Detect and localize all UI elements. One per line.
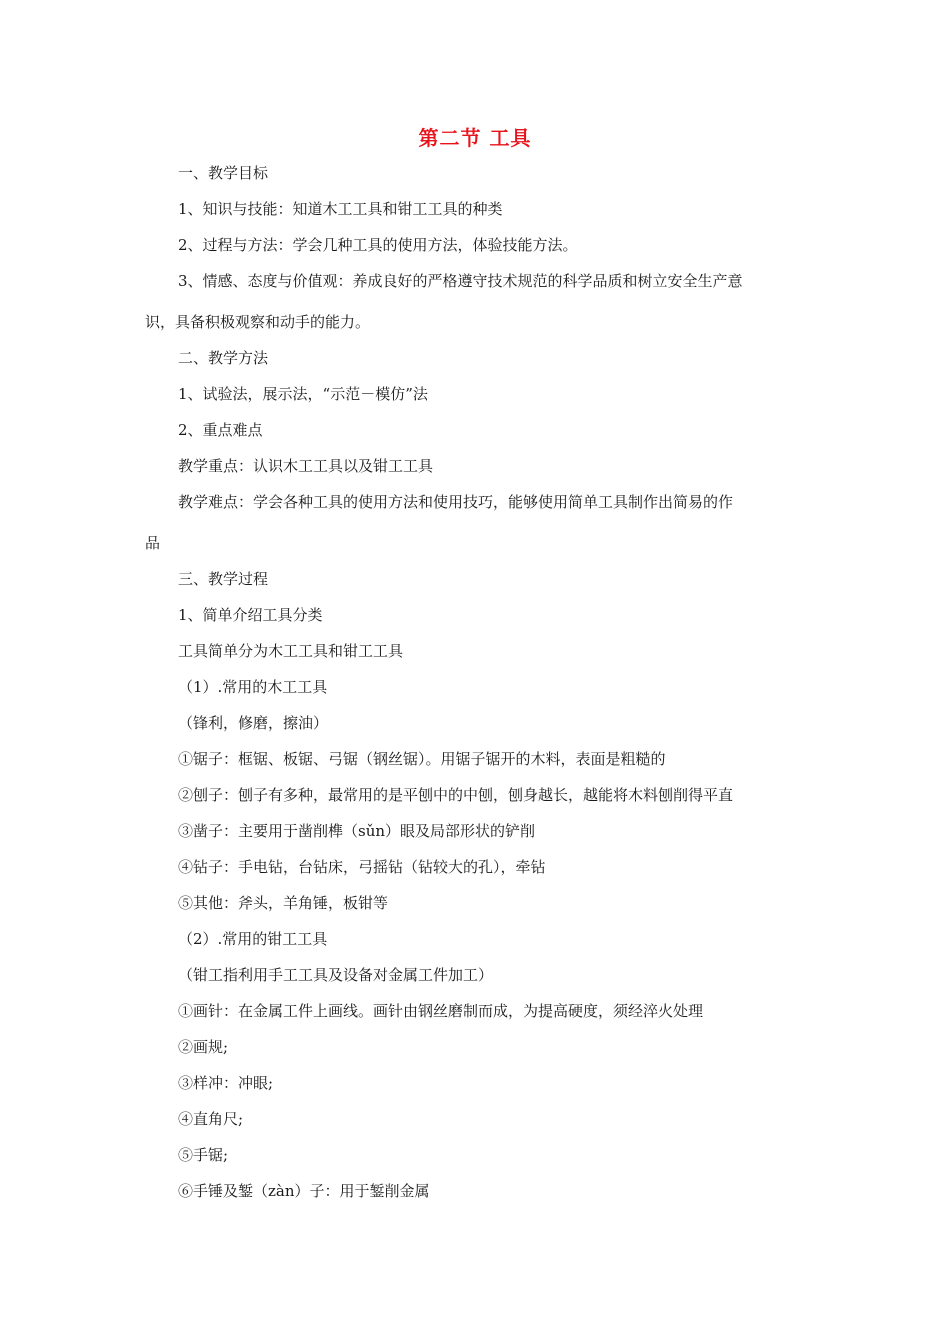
paragraph-line-continued: 品 <box>145 534 161 552</box>
list-item: ③凿子：主要用于凿削榫（sǔn）眼及局部形状的铲削 <box>178 822 536 840</box>
list-item: ④直角尺; <box>178 1110 244 1128</box>
paragraph-line-continued: 识，具备积极观察和动手的能力。 <box>145 313 371 331</box>
list-item: ④钻子：手电钻，台钻床，弓摇钻（钻较大的孔），牵钻 <box>178 858 546 876</box>
list-item: ⑤手锯; <box>178 1146 229 1164</box>
paragraph-line: 1、试验法，展示法，“示范－模仿”法 <box>178 385 428 403</box>
subheading-fitter-tools: （2）.常用的钳工工具 <box>178 930 328 948</box>
page-title: 第二节 工具 <box>418 126 532 150</box>
paragraph-line: 3、情感、态度与价值观：养成良好的严格遵守技术规范的科学品质和树立安全生产意 <box>178 272 743 290</box>
paragraph-line: 工具简单分为木工工具和钳工工具 <box>178 642 404 660</box>
paragraph-line: （钳工指利用手工工具及设备对金属工件加工） <box>178 966 494 984</box>
paragraph-line: 教学难点：学会各种工具的使用方法和使用技巧，能够使用简单工具制作出简易的作 <box>178 493 734 511</box>
list-item: ③样冲：冲眼; <box>178 1074 274 1092</box>
paragraph-line: 2、重点难点 <box>178 421 263 439</box>
list-item: ①锯子：框锯、板锯、弓锯（钢丝锯）。用锯子锯开的木料，表面是粗糙的 <box>178 750 666 768</box>
subheading-woodwork-tools: （1）.常用的木工工具 <box>178 678 328 696</box>
paragraph-line: 1、知识与技能：知道木工工具和钳工工具的种类 <box>178 200 503 218</box>
paragraph-line: 1、简单介绍工具分类 <box>178 606 323 624</box>
list-item: ⑥手锤及錾（zàn）子：用于錾削金属 <box>178 1182 430 1200</box>
paragraph-line: 2、过程与方法：学会几种工具的使用方法，体验技能方法。 <box>178 236 578 254</box>
list-item: ①画针：在金属工件上画线。画针由钢丝磨制而成，为提高硬度，须经淬火处理 <box>178 1002 704 1020</box>
paragraph-line: 教学重点：认识木工工具以及钳工工具 <box>178 457 434 475</box>
list-item: ②画规; <box>178 1038 229 1056</box>
heading-process: 三、教学过程 <box>178 570 269 588</box>
paragraph-line: （锋利，修磨，擦油） <box>178 714 329 732</box>
heading-objectives: 一、教学目标 <box>178 164 269 182</box>
list-item: ⑤其他：斧头，羊角锤，板钳等 <box>178 894 389 912</box>
list-item: ②刨子：刨子有多种，最常用的是平刨中的中刨，刨身越长，越能将木料刨削得平直 <box>178 786 734 804</box>
heading-methods: 二、教学方法 <box>178 349 269 367</box>
